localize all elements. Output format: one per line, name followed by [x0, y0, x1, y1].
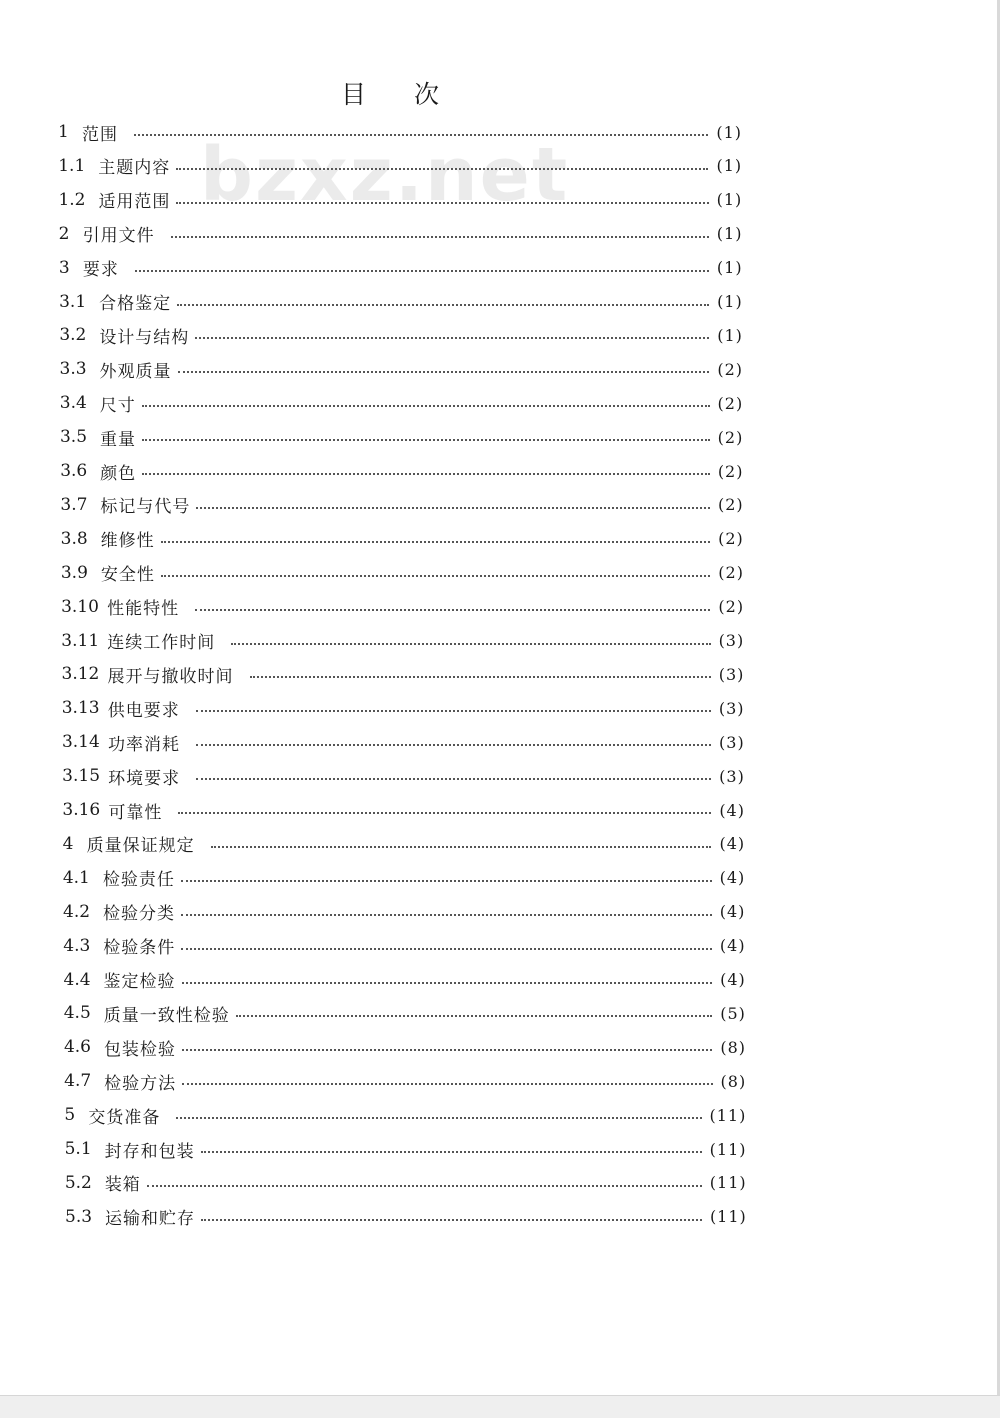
- dot-leader: [181, 914, 712, 916]
- toc-entry-page: (1): [716, 156, 743, 176]
- toc-entry: [61, 556, 744, 590]
- toc-entry-page: (2): [717, 427, 744, 447]
- toc-entry-number: 4.7: [64, 1071, 92, 1092]
- toc-entry: [59, 217, 743, 251]
- toc-entry-page: (3): [718, 698, 745, 718]
- dot-leader: [201, 1219, 702, 1221]
- toc-entry-label: 环境要求: [108, 768, 181, 789]
- toc-entry-label: 装箱: [104, 1175, 141, 1196]
- toc-entry-number: 4.2: [63, 901, 91, 922]
- toc-entry-label: 范围: [82, 124, 118, 145]
- toc-entry-number: 3.2: [59, 325, 87, 346]
- dot-leader: [161, 541, 710, 543]
- dot-leader: [182, 1083, 712, 1085]
- toc-entry-page: (11): [709, 1173, 747, 1193]
- toc-entry-number: 3.16: [62, 800, 101, 820]
- toc-entry: [58, 115, 742, 149]
- toc-entry: [59, 318, 743, 352]
- toc-entry-page: (2): [717, 393, 744, 413]
- toc-entry: [64, 1064, 746, 1098]
- toc-entry-label: 要求: [82, 260, 119, 281]
- dot-leader: [231, 643, 710, 645]
- toc-entry: [60, 352, 744, 386]
- toc-entry: [62, 759, 745, 793]
- toc-entry-number: 1: [58, 122, 69, 142]
- dot-leader: [196, 744, 711, 746]
- toc-entry-label: 检验责任: [102, 870, 175, 891]
- toc-entry-number: 3.5: [59, 427, 88, 448]
- toc-entry-label: 尺寸: [99, 395, 136, 416]
- toc-entry-page: (11): [709, 1139, 747, 1159]
- dot-leader: [142, 439, 710, 441]
- dot-leader: [176, 202, 708, 204]
- toc-entry: [58, 183, 742, 217]
- toc-entry-label: 安全性: [100, 565, 155, 586]
- toc-entry: [65, 1166, 747, 1200]
- toc-entry-page: (11): [709, 1207, 747, 1227]
- toc-entry-number: 3.9: [60, 562, 88, 583]
- toc-entry-page: (3): [719, 732, 745, 752]
- page-title: 目 次: [341, 79, 459, 109]
- toc-entry-label: 包装检验: [103, 1039, 176, 1060]
- toc-entry-label: 重量: [99, 429, 136, 450]
- toc-entry-number: 4.3: [63, 935, 91, 956]
- toc-entry-page: (4): [719, 834, 746, 854]
- toc-entry-page: (4): [719, 936, 746, 956]
- toc-entry-page: (5): [720, 1003, 746, 1023]
- toc-entry-number: 4.4: [63, 969, 91, 990]
- dot-leader: [178, 812, 711, 814]
- dot-leader: [196, 710, 711, 712]
- toc-entry-number: 3.8: [60, 528, 88, 549]
- dot-leader: [176, 1117, 701, 1119]
- dot-leader: [181, 880, 712, 882]
- toc-entry-label: 主题内容: [98, 158, 171, 179]
- toc-entry-label: 适用范围: [98, 192, 171, 213]
- toc-entry-page: (3): [718, 664, 745, 684]
- dot-leader: [171, 236, 709, 238]
- toc-entry: [60, 420, 743, 454]
- dot-leader: [142, 405, 710, 407]
- dot-leader: [196, 507, 710, 509]
- toc-entry-page: (2): [717, 495, 744, 515]
- toc-entry-page: (1): [716, 190, 743, 210]
- toc-entry-number: 3.12: [61, 664, 100, 685]
- toc-entry-page: (8): [720, 1037, 747, 1057]
- toc-entry: [60, 454, 743, 488]
- toc-entry-page: (2): [718, 597, 745, 617]
- toc-entry-number: 3.7: [60, 494, 88, 515]
- toc-entry-number: 3: [58, 257, 70, 278]
- toc-entry: [65, 1132, 747, 1166]
- toc-entry-label: 质量保证规定: [86, 836, 195, 857]
- dot-leader: [182, 1049, 712, 1051]
- toc-entry-number: 5.3: [65, 1206, 93, 1227]
- toc-entry-label: 检验条件: [103, 938, 176, 959]
- toc-entry-page: (3): [719, 766, 745, 786]
- dot-leader: [161, 575, 710, 577]
- toc-entry-number: 4.5: [63, 1003, 91, 1024]
- toc-entry: [61, 522, 744, 556]
- toc-entry-page: (1): [717, 292, 743, 311]
- toc-entry-label: 维修性: [100, 531, 155, 552]
- toc-entry: [63, 929, 745, 963]
- toc-entry-page: (4): [719, 902, 746, 922]
- watermark: bzxz.net: [200, 132, 570, 218]
- toc-entry-number: 5.2: [64, 1172, 92, 1193]
- toc-entry-page: (2): [718, 563, 744, 583]
- toc-entry-label: 标记与代号: [100, 497, 191, 518]
- toc-entry-page: (2): [717, 359, 744, 379]
- toc-entry-label: 颜色: [100, 463, 137, 484]
- toc-entry-page: (3): [718, 631, 745, 650]
- toc-entry-number: 3.3: [59, 359, 87, 380]
- toc-entry: [60, 488, 743, 522]
- toc-entry-number: 3.1: [59, 291, 87, 312]
- toc-entry-label: 连续工作时间: [107, 633, 216, 653]
- toc-entry-page: (1): [716, 258, 743, 278]
- toc-entry: [63, 895, 745, 929]
- toc-entry-label: 运输和贮存: [105, 1209, 196, 1230]
- toc-entry-number: 3.4: [59, 393, 87, 414]
- toc-entry: [64, 963, 746, 997]
- toc-entry-label: 可靠性: [108, 802, 163, 823]
- toc-entry: [64, 996, 746, 1030]
- dot-leader: [201, 1151, 702, 1153]
- toc-entry-number: 3.14: [61, 732, 100, 753]
- dot-leader: [196, 778, 711, 780]
- toc-entry: [62, 725, 745, 759]
- dot-leader: [177, 304, 709, 306]
- toc-entry: [62, 657, 745, 691]
- dot-leader: [195, 337, 709, 339]
- toc-entry-page: (8): [720, 1071, 747, 1091]
- toc-entry-page: (1): [716, 224, 743, 244]
- toc-entry: [60, 386, 743, 420]
- toc-entry-page: (4): [720, 970, 746, 989]
- toc-entry: [65, 1200, 747, 1234]
- toc-entry-page: (2): [717, 461, 744, 481]
- toc-entry: [61, 624, 744, 658]
- toc-entry-number: 3.13: [61, 698, 100, 719]
- toc-entry-label: 合格鉴定: [99, 294, 172, 314]
- toc-entry-number: 3.10: [61, 596, 99, 617]
- dot-leader: [134, 134, 708, 136]
- toc-entry-page: (4): [719, 800, 745, 820]
- toc-entry: [63, 861, 745, 895]
- dot-leader: [182, 982, 713, 984]
- dot-leader: [176, 168, 708, 170]
- toc-entry: [62, 691, 745, 725]
- toc-entry-number: 5: [64, 1105, 76, 1126]
- dot-leader: [181, 948, 712, 950]
- toc-entry-label: 外观质量: [99, 361, 172, 382]
- toc-entry-label: 性能特性: [107, 599, 180, 620]
- toc-entry-number: 3.11: [61, 630, 100, 651]
- toc-entry: [61, 590, 744, 624]
- toc-entry-number: 4: [62, 833, 74, 854]
- toc-entry-label: 供电要求: [107, 700, 180, 721]
- toc-entry-number: 3.6: [60, 461, 88, 481]
- toc-entry: [64, 1030, 746, 1064]
- dot-leader: [211, 846, 712, 848]
- toc-entry-page: (1): [716, 122, 742, 142]
- toc-entry: [58, 149, 742, 183]
- dot-leader: [236, 1015, 713, 1017]
- toc-entry-label: 检验分类: [103, 904, 176, 925]
- page-bottom-edge: [0, 1395, 1000, 1418]
- toc-entry-number: 1.2: [58, 189, 86, 210]
- toc-entry-number: 3.15: [62, 766, 101, 787]
- dot-leader: [195, 609, 710, 611]
- dot-leader: [147, 1185, 702, 1187]
- dot-leader: [135, 270, 709, 272]
- toc-entry-label: 设计与结构: [99, 327, 190, 348]
- toc-entry-page: (1): [717, 325, 743, 345]
- toc-entry-page: (4): [719, 868, 746, 888]
- toc-entry: [64, 1098, 746, 1132]
- toc-entry-label: 交货准备: [88, 1107, 161, 1128]
- toc-entry: [59, 251, 743, 285]
- dot-leader: [142, 473, 710, 475]
- toc-entry-label: 封存和包装: [104, 1141, 195, 1162]
- toc-entry-label: 展开与撤收时间: [107, 666, 234, 687]
- toc-entry-page: (2): [718, 529, 744, 549]
- toc-entry-label: 鉴定检验: [103, 972, 176, 992]
- dot-leader: [178, 371, 710, 373]
- toc-entry-number: 2: [58, 223, 70, 244]
- toc-entry: [62, 793, 745, 827]
- toc-entry: [63, 827, 746, 861]
- toc-entry-label: 引用文件: [82, 226, 155, 247]
- toc-entry-number: 5.1: [64, 1139, 92, 1159]
- toc-entry-number: 1.1: [58, 155, 86, 176]
- toc-entry-page: (11): [709, 1105, 747, 1125]
- toc-entry-number: 4.1: [62, 867, 90, 888]
- toc-entry: [59, 285, 743, 319]
- toc-entry-label: 质量一致性检验: [103, 1005, 230, 1026]
- toc-entry-number: 4.6: [63, 1037, 91, 1058]
- toc-entry-label: 检验方法: [104, 1073, 177, 1094]
- dot-leader: [250, 676, 711, 678]
- toc-entry-label: 功率消耗: [107, 734, 180, 755]
